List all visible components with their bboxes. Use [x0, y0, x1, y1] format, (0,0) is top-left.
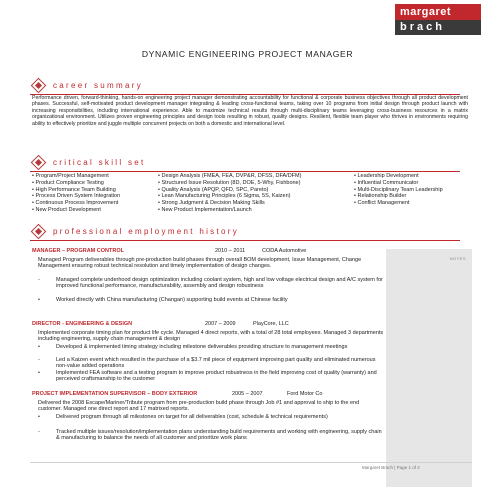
- job-bullet: • Implemented FEA software and a testing program to improve product robustness in the field improving cost of quality (warranty) and perceived craftsmanship to the customer: [38, 370, 377, 383]
- skill-item: • Structured Issue Resolution (8D, DOE, 5-Why, Fishbone): [158, 179, 301, 186]
- footer-rule: [30, 462, 472, 463]
- bullet-marker: •: [38, 370, 40, 376]
- job-bullet: - Tracked multiple issues/resolution/implementation plans understanding build requirements and working with engineering, supply chain & manufacturing to balance the needs of all customer and prioritize work plans: [38, 429, 382, 442]
- skill-item: • Leadership Development: [354, 173, 419, 179]
- skills-list: [32, 173, 472, 214]
- skills-column: [158, 173, 354, 214]
- job-header: [32, 247, 382, 255]
- skill-item: • Conflict Management: [354, 200, 410, 207]
- job-company: Ford Motor Co: [287, 391, 323, 397]
- job-description: Managed Program deliverables through pre-production build phases through overall BOM development, Issue Management, Change Management ensuring robust technical resolution and timely implementation of design changes.: [38, 257, 362, 270]
- job-description: Delivered the 2008 Escape/Mariner/Tribute program from pre-production build phase through Job #1 and approval to ship to the end customer. Managed one direct report and 17 matrixed reports.: [38, 400, 360, 413]
- section-header-skills: [30, 154, 146, 171]
- job-bullet: - Managed complete underhood design optimization including coolant system, high and low voltage electrical design and A/C system for improved functional performance, manufacturability, assembly and design robustness: [38, 277, 383, 290]
- skill-item: • Quality Analysis (APQP, QFD, SPC, Pareto): [158, 186, 269, 193]
- bullet-marker: -: [38, 429, 40, 435]
- job-dates: 2007 – 2009: [205, 321, 236, 327]
- bullet-marker: -: [38, 277, 40, 283]
- skill-item: • High Performance Team Building: [32, 186, 116, 193]
- job-header: [32, 390, 382, 398]
- summary-text: Performance driven, forward-thinking, hands-on engineering project manager demonstrating accountability for functional & corporate business objectives through all product development phases. Successful, self-motivated product development manager integrating & leading cross-functional teams, taking over 10 programs from initial design through product launch with increasing responsibilities, including international experience. Able to maximize technical results through multi-disciplinary teams leveraging cross-business resources in a matrix organizational environment. Utilizes proven engineering principles and design tools resulting in robust, quality designs. Resilient, flexible team player who thrives in environments requiring ability to effectively prioritize and juggle multiple concurrent projects on both a domestic and international level.: [32, 95, 468, 127]
- bullet-marker: •: [38, 414, 40, 420]
- job-role: PROJECT IMPLEMENTATION SUPERVISOR – BODY EXTERIOR: [32, 391, 198, 397]
- section-header-history: [30, 223, 239, 240]
- section-header-summary: [30, 77, 143, 94]
- skill-item: • Influential Communicator: [354, 179, 419, 186]
- skill-item: • Strong Judgment & Decision Making Skills: [158, 200, 265, 207]
- skill-item: • New Product Development: [32, 206, 101, 213]
- job-bullet: • Worked directly with China manufacturing (Changan) supporting build events at Chinese facility: [38, 297, 288, 303]
- section-title: critical skill set: [53, 158, 146, 167]
- bullet-marker: •: [38, 297, 40, 303]
- job-company: CODA Automotive: [262, 248, 307, 254]
- job-company: PlayCore, LLC: [253, 321, 289, 327]
- job-role: MANAGER – PROGRAM CONTROL: [32, 248, 124, 254]
- skill-item: • Multi-Disciplinary Team Leadership: [354, 186, 443, 193]
- diamond-icon: [30, 223, 47, 240]
- section-rule: [30, 171, 460, 172]
- job-bullet: • Delivered program through all milestones on target for all deliverables (cost, schedule & technical requirements): [38, 414, 328, 420]
- skill-item: • Process Driven System Integration: [32, 193, 121, 200]
- skill-item: • Product Compliance Testing: [32, 179, 104, 186]
- page-footer: Margaret Brach | Page 1 of 2: [362, 465, 420, 470]
- job-header: [32, 320, 382, 328]
- skill-item: • New Product Implementation/Launch: [158, 206, 252, 213]
- name-last: brach: [395, 20, 481, 35]
- document-title: DYNAMIC ENGINEERING PROJECT MANAGER: [141, 49, 354, 59]
- bullet-marker: -: [38, 357, 40, 363]
- job-bullet: - Led a Kaizen event which resulted in the purchase of a $3.7 mil piece of equipment improving part quality and eliminated numerous non-value added operations: [38, 357, 376, 370]
- diamond-icon: [30, 154, 47, 171]
- skills-column: [32, 173, 158, 214]
- name-first: margaret: [395, 4, 481, 20]
- section-title: professional employment history: [53, 227, 240, 236]
- skills-column: [354, 173, 472, 214]
- notes-column: [386, 249, 472, 487]
- section-rule: [30, 240, 460, 241]
- job-bullet: • Developed & implemented timing strategy including milestone deliverables providing structure to management meetings: [38, 344, 348, 350]
- job-description: Implemented corporate timing plan for product life cycle. Managed 4 direct reports, with a total of 28 total employees. Managed 3 departments including engineering, supply chain management & design: [38, 330, 384, 343]
- job-dates: 2005 – 2007: [232, 391, 263, 397]
- name-logo: [395, 4, 481, 35]
- skill-item: • Lean Manufacturing Principles (6 Sigma, 5S, Kaizen): [158, 193, 291, 200]
- section-title: career summary: [53, 81, 143, 90]
- job-role: DIRECTOR - ENGINEERING & DESIGN: [32, 321, 133, 327]
- skill-item: • Relationship Builder: [354, 193, 407, 200]
- skill-item: • Continuous Process Improvement: [32, 200, 119, 207]
- skill-item: • Program/Project Management: [32, 173, 109, 179]
- job-dates: 2010 – 2011: [215, 248, 246, 254]
- notes-label: NOTES: [449, 256, 466, 261]
- diamond-icon: [30, 77, 47, 94]
- skill-item: • Design Analysis (FMEA, FEA, DVP&R, DFSS, DFA/DFM): [158, 173, 302, 179]
- bullet-marker: •: [38, 344, 40, 350]
